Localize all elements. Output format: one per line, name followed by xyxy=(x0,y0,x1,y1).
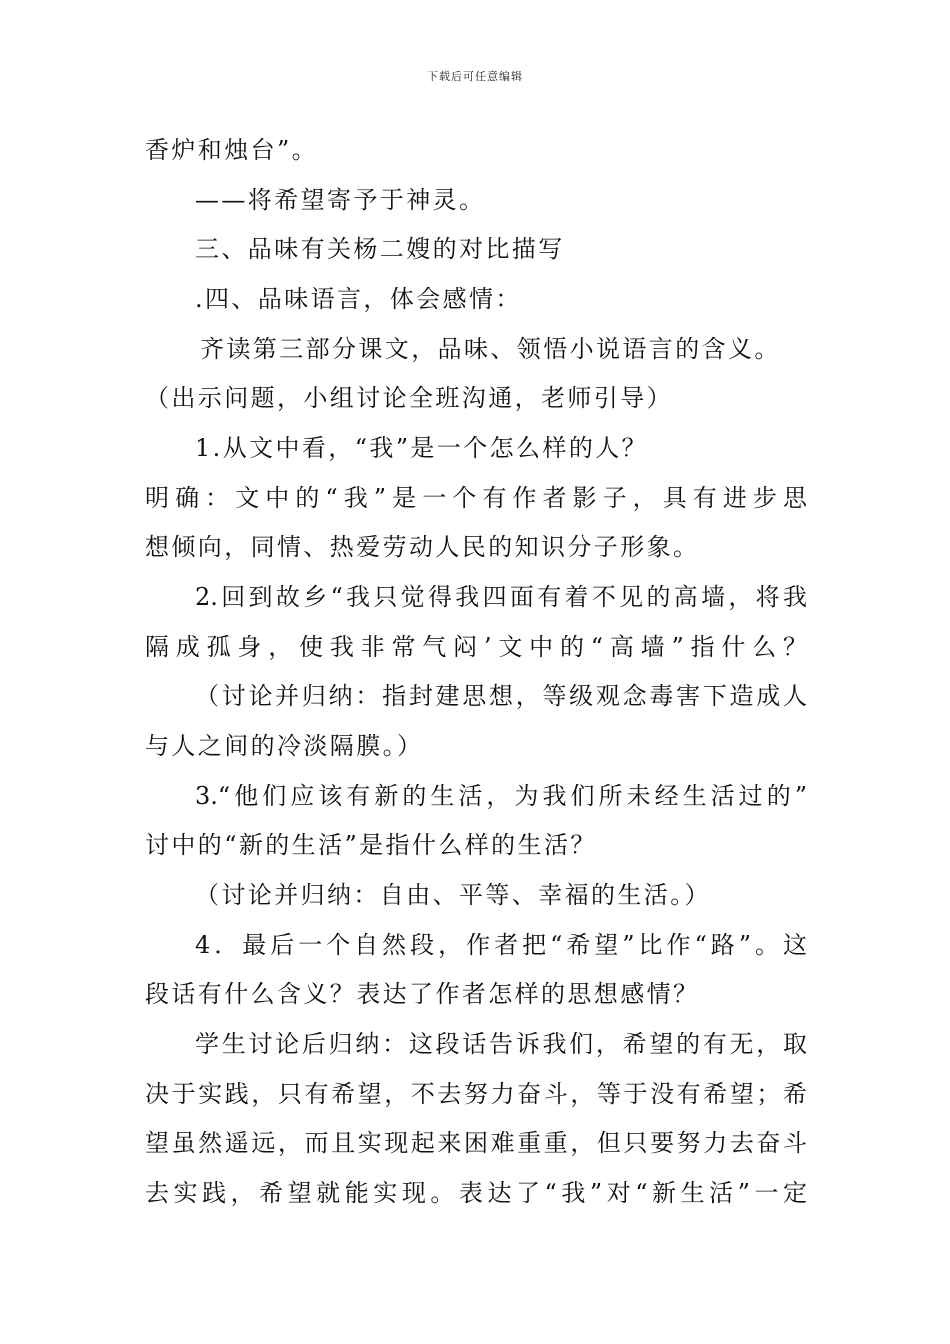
question-line: 讨中的“新的生活”是指什么样的生活？ xyxy=(145,831,597,859)
text-line: 想倾向，同情、热爱劳动人民的知识分子形象。 xyxy=(145,533,700,561)
question-line: 2.回到故乡“我只觉得我四面有着不见的高墙，将我 xyxy=(195,583,807,611)
text-line: 香炉和烛台”。 xyxy=(145,136,319,164)
question-line: 3.“他们应该有新的生活，为我们所未经生活过的” xyxy=(195,782,807,810)
page-header: 下载后可任意编辑 xyxy=(427,70,523,83)
text-line: 望虽然遥远，而且实现起来困难重重，但只要努力去奋斗 xyxy=(145,1129,807,1157)
section-heading: 三、品味有关杨二嫂的对比描写 xyxy=(195,235,565,263)
question-line: 1.从文中看，“我”是一个怎么样的人？ xyxy=(195,434,649,462)
text-line: 决于实践，只有希望，不去努力奋斗，等于没有希望；希 xyxy=(145,1080,807,1108)
text-line: 去实践，希望就能实现。表达了“我”对“新生活”一定 xyxy=(145,1179,807,1207)
text-line: 与人之间的冷淡隔膜。） xyxy=(145,732,424,760)
question-line: 隔成孤身，使我非常气闷’文中的“高墙”指什么？ xyxy=(145,633,807,661)
text-line: （讨论并归纳：指封建思想，等级观念毒害下造成人 xyxy=(195,682,807,710)
text-line: （出示问题，小组讨论全班沟通，老师引导） xyxy=(145,384,673,412)
question-line: 段话有什么含义？表达了作者怎样的思想感情？ xyxy=(145,980,700,1008)
text-line: 齐读第三部分课文，品味、领悟小说语言的含义。 xyxy=(200,335,781,363)
section-heading: .四、品味语言，体会感情： xyxy=(195,285,522,313)
question-line: 4．最后一个自然段，作者把“希望”比作“路”。这 xyxy=(195,931,807,959)
text-line: ——将希望寄予于神灵。 xyxy=(195,186,486,214)
text-line: 学生讨论后归纳：这段话告诉我们，希望的有无，取 xyxy=(195,1030,807,1058)
text-line: （讨论并归纳：自由、平等、幸福的生活。） xyxy=(195,881,711,909)
text-line: 明确：文中的“我”是一个有作者影子，具有进步思 xyxy=(145,484,807,512)
